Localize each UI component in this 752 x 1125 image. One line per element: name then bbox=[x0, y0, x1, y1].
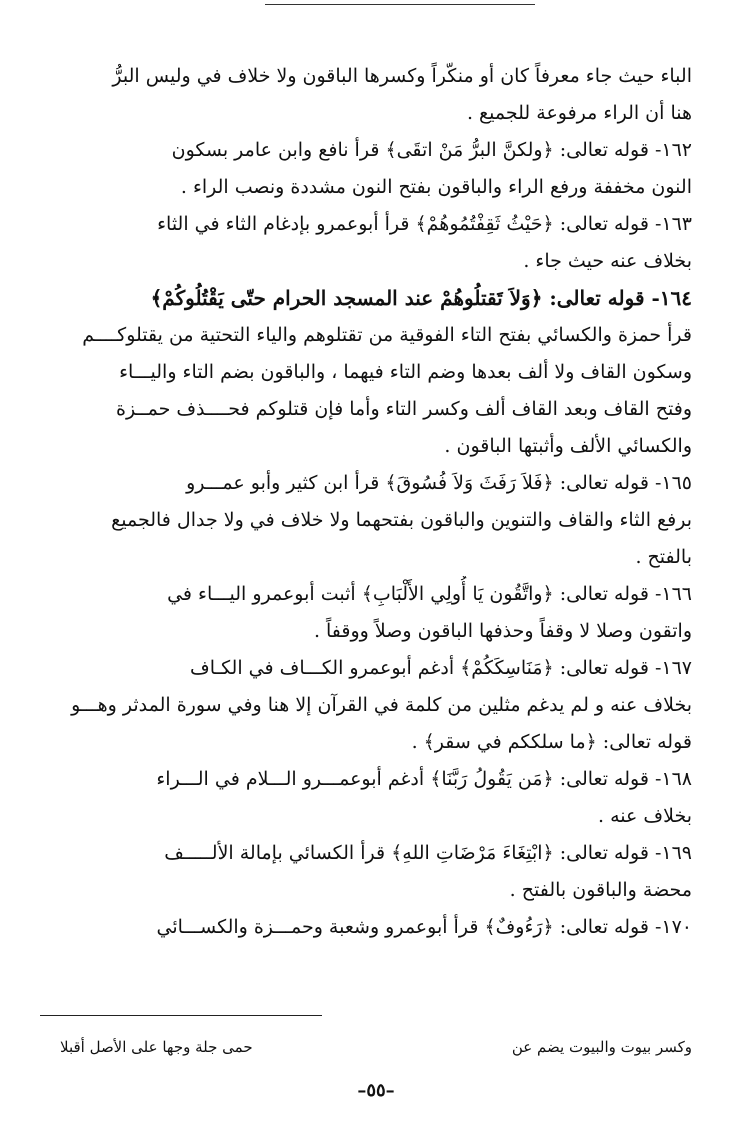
text-line: وسكون القاف ولا ألف بعدها وضم التاء فيهما ، والباقون بضم التاء واليـــاء bbox=[119, 361, 692, 383]
text-line: قوله تعالى: ﴿ما سلككم في سقر﴾ . bbox=[411, 731, 692, 753]
footnote-left-hemistich: حمى جلة وجها على الأصل أقبلا bbox=[60, 1038, 253, 1056]
text-line: هنا أن الراء مرفوعة للجميع . bbox=[466, 102, 692, 124]
text-line: بخلاف عنه حيث جاء . bbox=[523, 250, 692, 272]
text-line: بالفتح . bbox=[635, 546, 692, 568]
text-line: قرأ حمزة والكسائي بفتح التاء الفوقية من تقتلوهم والياء التحتية من يقتلوكــــم bbox=[82, 324, 692, 346]
text-line: ١٦٧- قوله تعالى: ﴿مَنَاسِكَكُمْ﴾ أدغم أبوعمرو الكـــاف في الكـاف bbox=[190, 657, 692, 679]
text-line: ١٧٠- قوله تعالى: ﴿رَءُوفٌ﴾ قرأ أبوعمرو وشعبة وحمـــزة والكســـائي bbox=[156, 916, 692, 938]
text-line: ١٦٢- قوله تعالى: ﴿ولكنَّ البرُّ مَنْ اتقَى﴾ قرأ نافع وابن عامر بسكون bbox=[171, 139, 692, 161]
page-number: –٥٥– bbox=[357, 1080, 395, 1101]
text-line: والكسائي الألف وأثبتها الباقون . bbox=[444, 435, 692, 457]
text-line: محضة والباقون بالفتح . bbox=[509, 879, 692, 901]
text-line: ١٦٣- قوله تعالى: ﴿حَيْثُ ثَقِفْتُمُوهُمْ﴾ قرأ أبوعمرو بإدغام الثاء في الثاء bbox=[157, 213, 692, 235]
text-line: ١٦٨- قوله تعالى: ﴿مَن يَقُولُ رَبَّنَا﴾ أدغم أبوعمـــرو الـــلام في الـــراء bbox=[156, 768, 692, 790]
text-line: ١٦٩- قوله تعالى: ﴿ابْتِغَاءَ مَرْضَاتِ اللهِ﴾ قرأ الكسائي بإمالة الألـــــف bbox=[164, 842, 692, 864]
text-line: الباء حيث جاء معرفاً كان أو منكّراً وكسرها الباقون ولا خلاف في وليس البرُّ bbox=[112, 65, 692, 87]
page-body bbox=[60, 58, 692, 946]
text-line: بخلاف عنه و لم يدغم مثلين من كلمة في القرآن إلا هنا وفي سورة المدثر وهـــو bbox=[71, 694, 692, 716]
text-line: ١٦٤- قوله تعالى: ﴿وَلاَ تَقتلُوهُمْ عند المسجد الحرام حتّى يَقْتُلُوكُمْ﴾ bbox=[150, 286, 692, 310]
footnote-right-hemistich: وكسر بيوت والبيوت يضم عن bbox=[511, 1038, 692, 1056]
text-line: ١٦٦- قوله تعالى: ﴿واتَّقُون يَا أُولِي الأَلْبَابِ﴾ أثبت أبوعمرو اليـــاء في bbox=[167, 583, 692, 605]
text-line: وفتح القاف وبعد القاف ألف وكسر التاء وأما فإن قتلوكم فحــــذف حمــزة bbox=[116, 398, 692, 420]
text-line: واتقون وصلا لا وقفاً وحذفها الباقون وصلاً ووقفاً . bbox=[313, 620, 692, 642]
top-rule bbox=[265, 4, 535, 5]
text-line: بخلاف عنه . bbox=[598, 805, 692, 827]
footnote-verse bbox=[60, 1038, 692, 1056]
text-line: ١٦٥- قوله تعالى: ﴿فَلاَ رَفَثَ وَلاَ فُسُوقَ﴾ قرأ ابن كثير وأبو عمـــرو bbox=[186, 472, 692, 494]
footnote-rule bbox=[40, 1015, 322, 1016]
text-line: برفع الثاء والقاف والتنوين والباقون بفتحهما ولا خلاف في ولا جدال فالجميع bbox=[111, 509, 692, 531]
text-line: النون مخففة ورفع الراء والباقون بفتح النون مشددة ونصب الراء . bbox=[180, 176, 692, 198]
